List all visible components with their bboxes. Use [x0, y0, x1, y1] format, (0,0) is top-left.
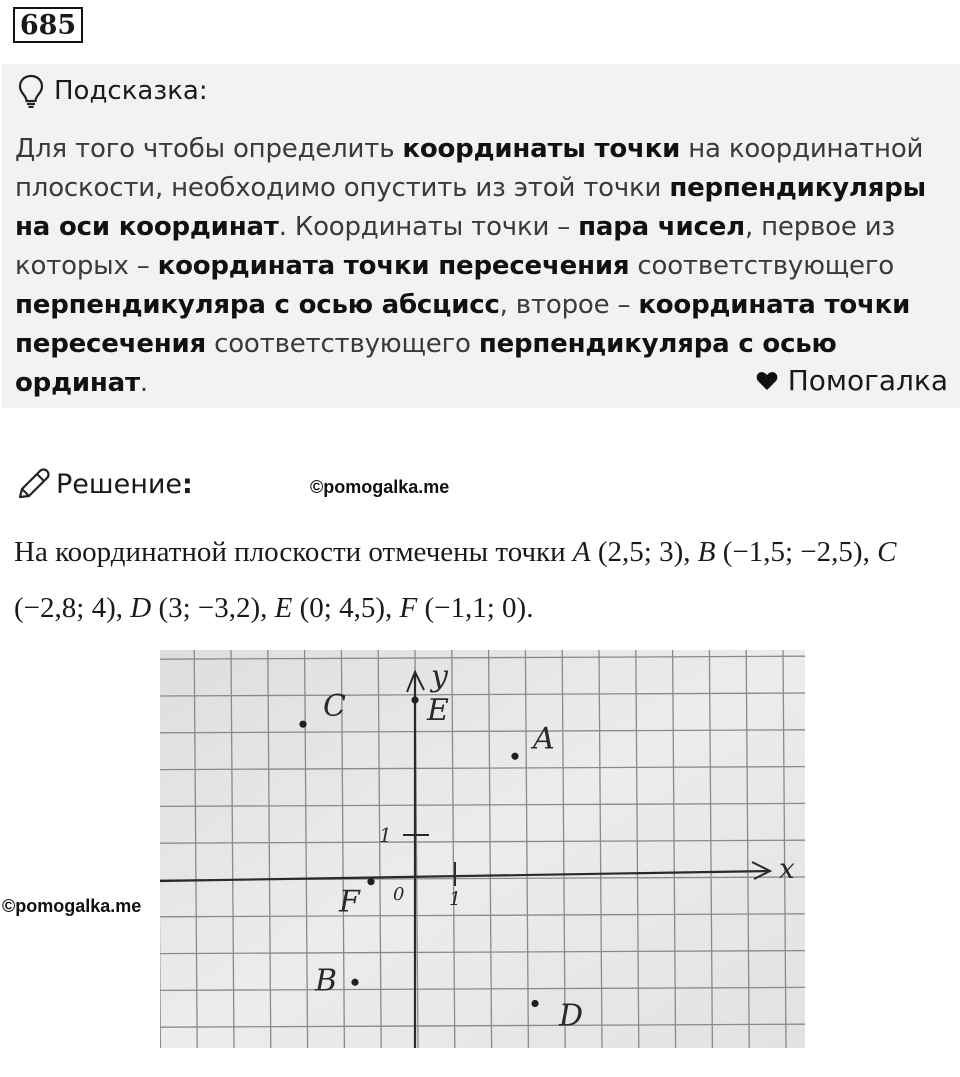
hint-phrase: Для того чтобы определить [15, 134, 403, 164]
hint-phrase: соответствующего [206, 329, 479, 359]
point-a-dot [511, 753, 518, 760]
hint-bold-phrase: координата точки пересечения [157, 251, 630, 281]
point-c-dot [299, 721, 306, 728]
hint-title: Подсказка: [54, 76, 208, 106]
point-coords: (−1,5; −2,5) [722, 536, 863, 568]
hint-phrase: . [139, 368, 148, 398]
heart-icon [756, 371, 778, 391]
hint-bold-phrase: координаты точки [402, 134, 681, 164]
task-number: 685 [13, 7, 83, 43]
hint-text [15, 130, 950, 403]
hint-phrase: , первое из которых – [15, 212, 896, 281]
lightbulb-icon [18, 74, 44, 108]
y-axis-label: y [431, 659, 448, 694]
point-coords: (−2,8; 4) [14, 592, 116, 624]
point-name: D [130, 592, 152, 624]
point-coords: (2,5; 3) [597, 536, 684, 568]
point-f-dot [367, 878, 374, 885]
point-coords: (0; 4,5) [299, 592, 386, 624]
hint-bold-phrase: перпендикуляра с осью абсцисс [15, 290, 500, 320]
point-c-label: C [323, 689, 346, 725]
hint-bold-phrase: перпендикуляры на оси координат [15, 173, 926, 242]
solution-intro: На координатной плоскости отмечены точки [14, 536, 573, 568]
point-d-dot [531, 1000, 538, 1007]
hint-bold-phrase: перпендикуляра с осью ординат [15, 329, 837, 398]
solution-end: . [526, 592, 534, 624]
point-name: F [399, 592, 418, 624]
point-name: B [697, 536, 716, 568]
pencil-icon [16, 467, 50, 501]
origin-label: 0 [393, 884, 405, 905]
point-name: C [877, 536, 897, 568]
point-coords: (3; −3,2) [158, 592, 261, 624]
x-axis-label: x [779, 852, 795, 885]
solution-title-colon: : [182, 468, 193, 500]
point-d-label: D [559, 998, 584, 1034]
x-unit-label: 1 [449, 888, 462, 910]
graph-photo [160, 650, 805, 1048]
watermark: ©pomogalka.me [310, 477, 450, 497]
hint-panel [2, 64, 960, 408]
brand-signature [756, 364, 948, 397]
point-name: A [572, 536, 591, 568]
point-a-label: A [533, 721, 555, 757]
solution-title: Решение [56, 468, 183, 500]
point-f-label: F [339, 884, 360, 920]
hint-phrase: на координатной плоскости, необходимо опустить из этой точки [15, 134, 924, 203]
hint-phrase: соответствующего [629, 251, 895, 281]
hint-phrase: . Координаты точки – [278, 212, 579, 242]
point-e-label: E [427, 693, 449, 728]
coordinate-plane [160, 650, 805, 1048]
point-name: E [274, 592, 293, 624]
brand-name: Помогалка [787, 364, 948, 397]
hint-bold-phrase: пара чисел [578, 212, 745, 242]
hint-bold-phrase: координата точки пересечения [15, 290, 911, 359]
point-e-dot [411, 696, 418, 703]
point-b-dot [351, 979, 358, 986]
point-b-label: B [315, 963, 338, 999]
hint-phrase: , второе – [499, 290, 639, 320]
hint-header [18, 74, 208, 108]
side-watermark: ©pomogalka.me [2, 896, 142, 916]
y-unit-label: 1 [379, 823, 392, 847]
solution-header [16, 467, 193, 501]
point-coords: (−1,1; 0) [424, 592, 527, 624]
solution-text: На координатной плоскости отмечены точки A (2,5; 3), B (−1,5; −2,5), C (−2,8; 4), D (3; −3,2), E (0; 4,5), F (−1,1; 0). [14, 536, 897, 624]
